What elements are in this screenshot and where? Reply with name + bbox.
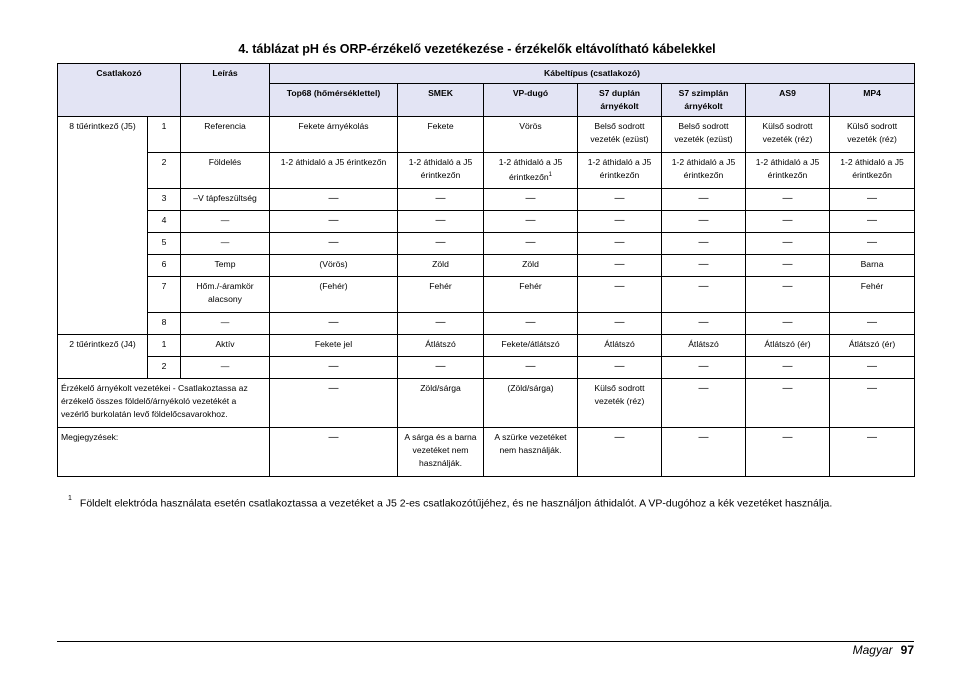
table-cell [746, 313, 830, 335]
table-cell [484, 153, 578, 189]
footer-language: Magyar [852, 643, 893, 657]
cell-text: — [782, 317, 793, 328]
header-csatlakozo: Csatlakozó [58, 64, 181, 117]
cell-text: Átlátszó [604, 339, 635, 349]
pin-number: 1 [148, 117, 181, 153]
cell-text: — [525, 193, 536, 204]
pin-number: 8 [148, 313, 181, 335]
table-cell [830, 255, 915, 277]
cell-text: — [328, 215, 339, 226]
cell-text: — [867, 361, 878, 372]
cell-text: — [698, 317, 709, 328]
wiring-table [57, 63, 915, 477]
table-cell [398, 211, 484, 233]
table-cell [578, 335, 662, 357]
table-cell [830, 277, 915, 313]
cell-text: — [782, 281, 793, 292]
table-cell [830, 117, 915, 153]
table-cell [662, 153, 746, 189]
cell-text: — [614, 361, 625, 372]
cell-text: — [525, 317, 536, 328]
table-cell [484, 313, 578, 335]
pin-description: — [181, 313, 270, 335]
pin-number: 5 [148, 233, 181, 255]
pin-number: 7 [148, 277, 181, 313]
table-cell [398, 233, 484, 255]
pin-description: — [181, 211, 270, 233]
table-cell [484, 189, 578, 211]
cell-text: Fekete/átlátszó [501, 339, 560, 349]
table-row [58, 153, 915, 189]
table-row [58, 428, 915, 477]
cell-text: — [614, 317, 625, 328]
cell-text: — [614, 281, 625, 292]
table-cell [830, 189, 915, 211]
cell-text: 1-2 áthidaló a J5 érintkezőn [671, 157, 736, 180]
table-cell [484, 255, 578, 277]
cell-text: — [698, 361, 709, 372]
cell-text: (Vörös) [319, 259, 348, 269]
column-header: AS9 [746, 84, 830, 117]
cell-text: — [525, 215, 536, 226]
table-row [58, 211, 915, 233]
cell-text: Fehér [429, 281, 452, 291]
pin-description: Hőm./-áramkör alacsony [181, 277, 270, 313]
footer-rule [57, 641, 914, 642]
table-cell [662, 211, 746, 233]
table-cell: — [746, 428, 830, 477]
cell-text: — [867, 215, 878, 226]
table-cell [578, 313, 662, 335]
cell-text: Zöld [522, 259, 539, 269]
cell-text: — [435, 361, 446, 372]
cell-text: Átlátszó [688, 339, 719, 349]
table-row [58, 189, 915, 211]
cell-text: — [698, 193, 709, 204]
table-cell [578, 117, 662, 153]
table-cell [270, 189, 398, 211]
cell-text: 1-2 áthidaló a J5 érintkezőn [280, 157, 387, 167]
table-cell [270, 153, 398, 189]
cell-text: — [614, 259, 625, 270]
header-kabeltipus: Kábeltípus (csatlakozó) [270, 64, 915, 84]
cell-text: 1-2 áthidaló a J5 érintkezőn [840, 157, 904, 180]
cell-text: — [614, 193, 625, 204]
table-cell [270, 233, 398, 255]
table-cell [578, 189, 662, 211]
cell-text: — [525, 237, 536, 248]
cell-text: — [698, 259, 709, 270]
table-cell [662, 357, 746, 379]
table-row [58, 379, 915, 428]
table-cell [578, 277, 662, 313]
table-cell: (Zöld/sárga) [484, 379, 578, 428]
table-cell [662, 189, 746, 211]
table-cell [270, 357, 398, 379]
table-cell [830, 313, 915, 335]
cell-text: Zöld [432, 259, 449, 269]
pin-description: –V tápfeszültség [181, 189, 270, 211]
cell-text: Fehér [860, 281, 884, 291]
cell-text: — [525, 361, 536, 372]
pin-number: 4 [148, 211, 181, 233]
table-row [58, 313, 915, 335]
cell-text: — [328, 193, 339, 204]
connector-label: 8 tűérintkező (J5) [58, 117, 148, 335]
page-number: 97 [900, 643, 914, 657]
table-cell [398, 189, 484, 211]
cell-text: Átlátszó (ér) [764, 339, 811, 349]
table-cell [484, 211, 578, 233]
table-cell [830, 153, 915, 189]
column-header: Top68 (hőmérséklettel) [270, 84, 398, 117]
cell-text: — [782, 259, 793, 270]
table-cell: — [578, 428, 662, 477]
cell-text: 1-2 áthidaló a J5 érintkezőn [498, 157, 563, 182]
table-cell [746, 277, 830, 313]
cell-text: 1-2 áthidaló a J5 érintkezőn [755, 157, 820, 180]
table-cell [270, 313, 398, 335]
table-row [58, 357, 915, 379]
cell-text: Külső sodrott vezeték (réz) [762, 121, 813, 144]
table-cell [578, 211, 662, 233]
table-cell [484, 277, 578, 313]
column-header: MP4 [830, 84, 915, 117]
table-cell [662, 277, 746, 313]
cell-text: Fehér [519, 281, 542, 291]
table-cell [578, 153, 662, 189]
table-cell [746, 211, 830, 233]
table-cell [484, 233, 578, 255]
table-cell [746, 189, 830, 211]
footnote [68, 497, 832, 510]
footnote-mark: 1 [68, 495, 72, 502]
cell-text: Belső sodrott vezeték (ezüst) [590, 121, 649, 144]
table-cell [270, 117, 398, 153]
table-cell [578, 357, 662, 379]
table-cell [398, 313, 484, 335]
cell-text: — [698, 237, 709, 248]
pin-description: — [181, 357, 270, 379]
table-cell [398, 153, 484, 189]
table-cell [830, 211, 915, 233]
table-cell [484, 117, 578, 153]
cell-text: — [328, 317, 339, 328]
table-row [58, 255, 915, 277]
cell-text: — [435, 237, 446, 248]
table-cell: Zöld/sárga [398, 379, 484, 428]
table-row [58, 277, 915, 313]
pin-number: 1 [148, 335, 181, 357]
cell-text: (Fehér) [319, 281, 348, 291]
table-cell [746, 233, 830, 255]
table-cell: Külső sodrott vezeték (réz) [578, 379, 662, 428]
table-cell: — [270, 428, 398, 477]
table-cell [484, 357, 578, 379]
cell-text: — [867, 317, 878, 328]
pin-description: Aktív [181, 335, 270, 357]
cell-text: — [435, 215, 446, 226]
table-cell [270, 211, 398, 233]
table-cell [398, 357, 484, 379]
page-footer [853, 643, 914, 657]
cell-text: — [614, 215, 625, 226]
cell-text: — [328, 361, 339, 372]
column-header: VP-dugó [484, 84, 578, 117]
table-cell: — [830, 428, 915, 477]
table-cell: — [270, 379, 398, 428]
table-cell: — [662, 428, 746, 477]
table-cell: — [662, 379, 746, 428]
table-cell [398, 255, 484, 277]
cell-text: — [698, 215, 709, 226]
pin-number: 2 [148, 357, 181, 379]
cell-text: Vörös [519, 121, 542, 131]
notes-label: Megjegyzések: [58, 428, 270, 477]
cell-text: Átlátszó [425, 339, 456, 349]
cell-text: — [782, 215, 793, 226]
cell-text: — [328, 237, 339, 248]
table-cell [830, 233, 915, 255]
pin-description: — [181, 233, 270, 255]
cell-text: Barna [860, 259, 884, 269]
cell-text: 1-2 áthidaló a J5 érintkezőn [587, 157, 652, 180]
column-header: S7 duplán árnyékolt [578, 84, 662, 117]
cell-text: Fekete jel [314, 339, 353, 349]
cell-text: — [435, 193, 446, 204]
shield-label: Érzékelő árnyékolt vezetékei - Csatlakoztassa az érzékelő összes földelő/árnyékoló vezetékét a vezérlő burkolatán levő földelőcsavarokhoz. [58, 379, 270, 428]
table-cell [270, 335, 398, 357]
cell-text: — [782, 237, 793, 248]
footnote-text: Földelt elektróda használata esetén csatlakoztassa a vezetéket a J5 2-es csatlakozótűjéhez, és ne használjon áthidalót. A VP-dugóhoz a kék vezetéket használja. [79, 497, 833, 510]
table-cell: A sárga és a barna vezetéket nem használják. [398, 428, 484, 477]
table-title: 4. táblázat pH és ORP-érzékelő vezetékezése - érzékelők eltávolítható kábelekkel [238, 42, 716, 56]
table-cell [830, 357, 915, 379]
pin-number: 3 [148, 189, 181, 211]
cell-text: — [867, 237, 878, 248]
table-cell [270, 255, 398, 277]
pin-number: 2 [148, 153, 181, 189]
table-cell [662, 233, 746, 255]
table-row [58, 117, 915, 153]
table-cell [662, 313, 746, 335]
table-cell [662, 117, 746, 153]
cell-text: — [698, 281, 709, 292]
cell-text: — [435, 317, 446, 328]
column-header: SMEK [398, 84, 484, 117]
cell-text: Átlátszó (ér) [848, 339, 896, 349]
pin-description: Temp [181, 255, 270, 277]
table-cell [830, 335, 915, 357]
table-cell [746, 153, 830, 189]
table-row [58, 233, 915, 255]
pin-number: 6 [148, 255, 181, 277]
cell-text: 1-2 áthidaló a J5 érintkezőn [408, 157, 473, 180]
cell-text: — [782, 193, 793, 204]
table-row [58, 335, 915, 357]
table-cell [746, 357, 830, 379]
cell-text: — [782, 361, 793, 372]
cell-text: Fekete [427, 121, 454, 131]
table-cell [398, 277, 484, 313]
cell-text: — [614, 237, 625, 248]
table-cell [746, 255, 830, 277]
pin-description: Referencia [181, 117, 270, 153]
footnote-ref: 1 [548, 172, 552, 178]
table-cell [578, 255, 662, 277]
table-cell [484, 335, 578, 357]
table-cell [662, 255, 746, 277]
table-cell: — [830, 379, 915, 428]
table-cell: — [746, 379, 830, 428]
table-cell [662, 335, 746, 357]
table-cell [746, 117, 830, 153]
pin-description: Földelés [181, 153, 270, 189]
connector-label: 2 tűérintkező (J4) [58, 335, 148, 379]
table-cell [398, 117, 484, 153]
table-cell: A szürke vezetéket nem használják. [484, 428, 578, 477]
cell-text: Belső sodrott vezeték (ezüst) [674, 121, 733, 144]
table-cell [746, 335, 830, 357]
cell-text: Külső sodrott vezeték (réz) [846, 121, 898, 144]
cell-text: — [867, 193, 878, 204]
cell-text: Fekete árnyékolás [298, 121, 369, 131]
table-cell [270, 277, 398, 313]
column-header: S7 szimplán árnyékolt [662, 84, 746, 117]
table-cell [578, 233, 662, 255]
header-leiras: Leírás [181, 64, 270, 117]
table-cell [398, 335, 484, 357]
